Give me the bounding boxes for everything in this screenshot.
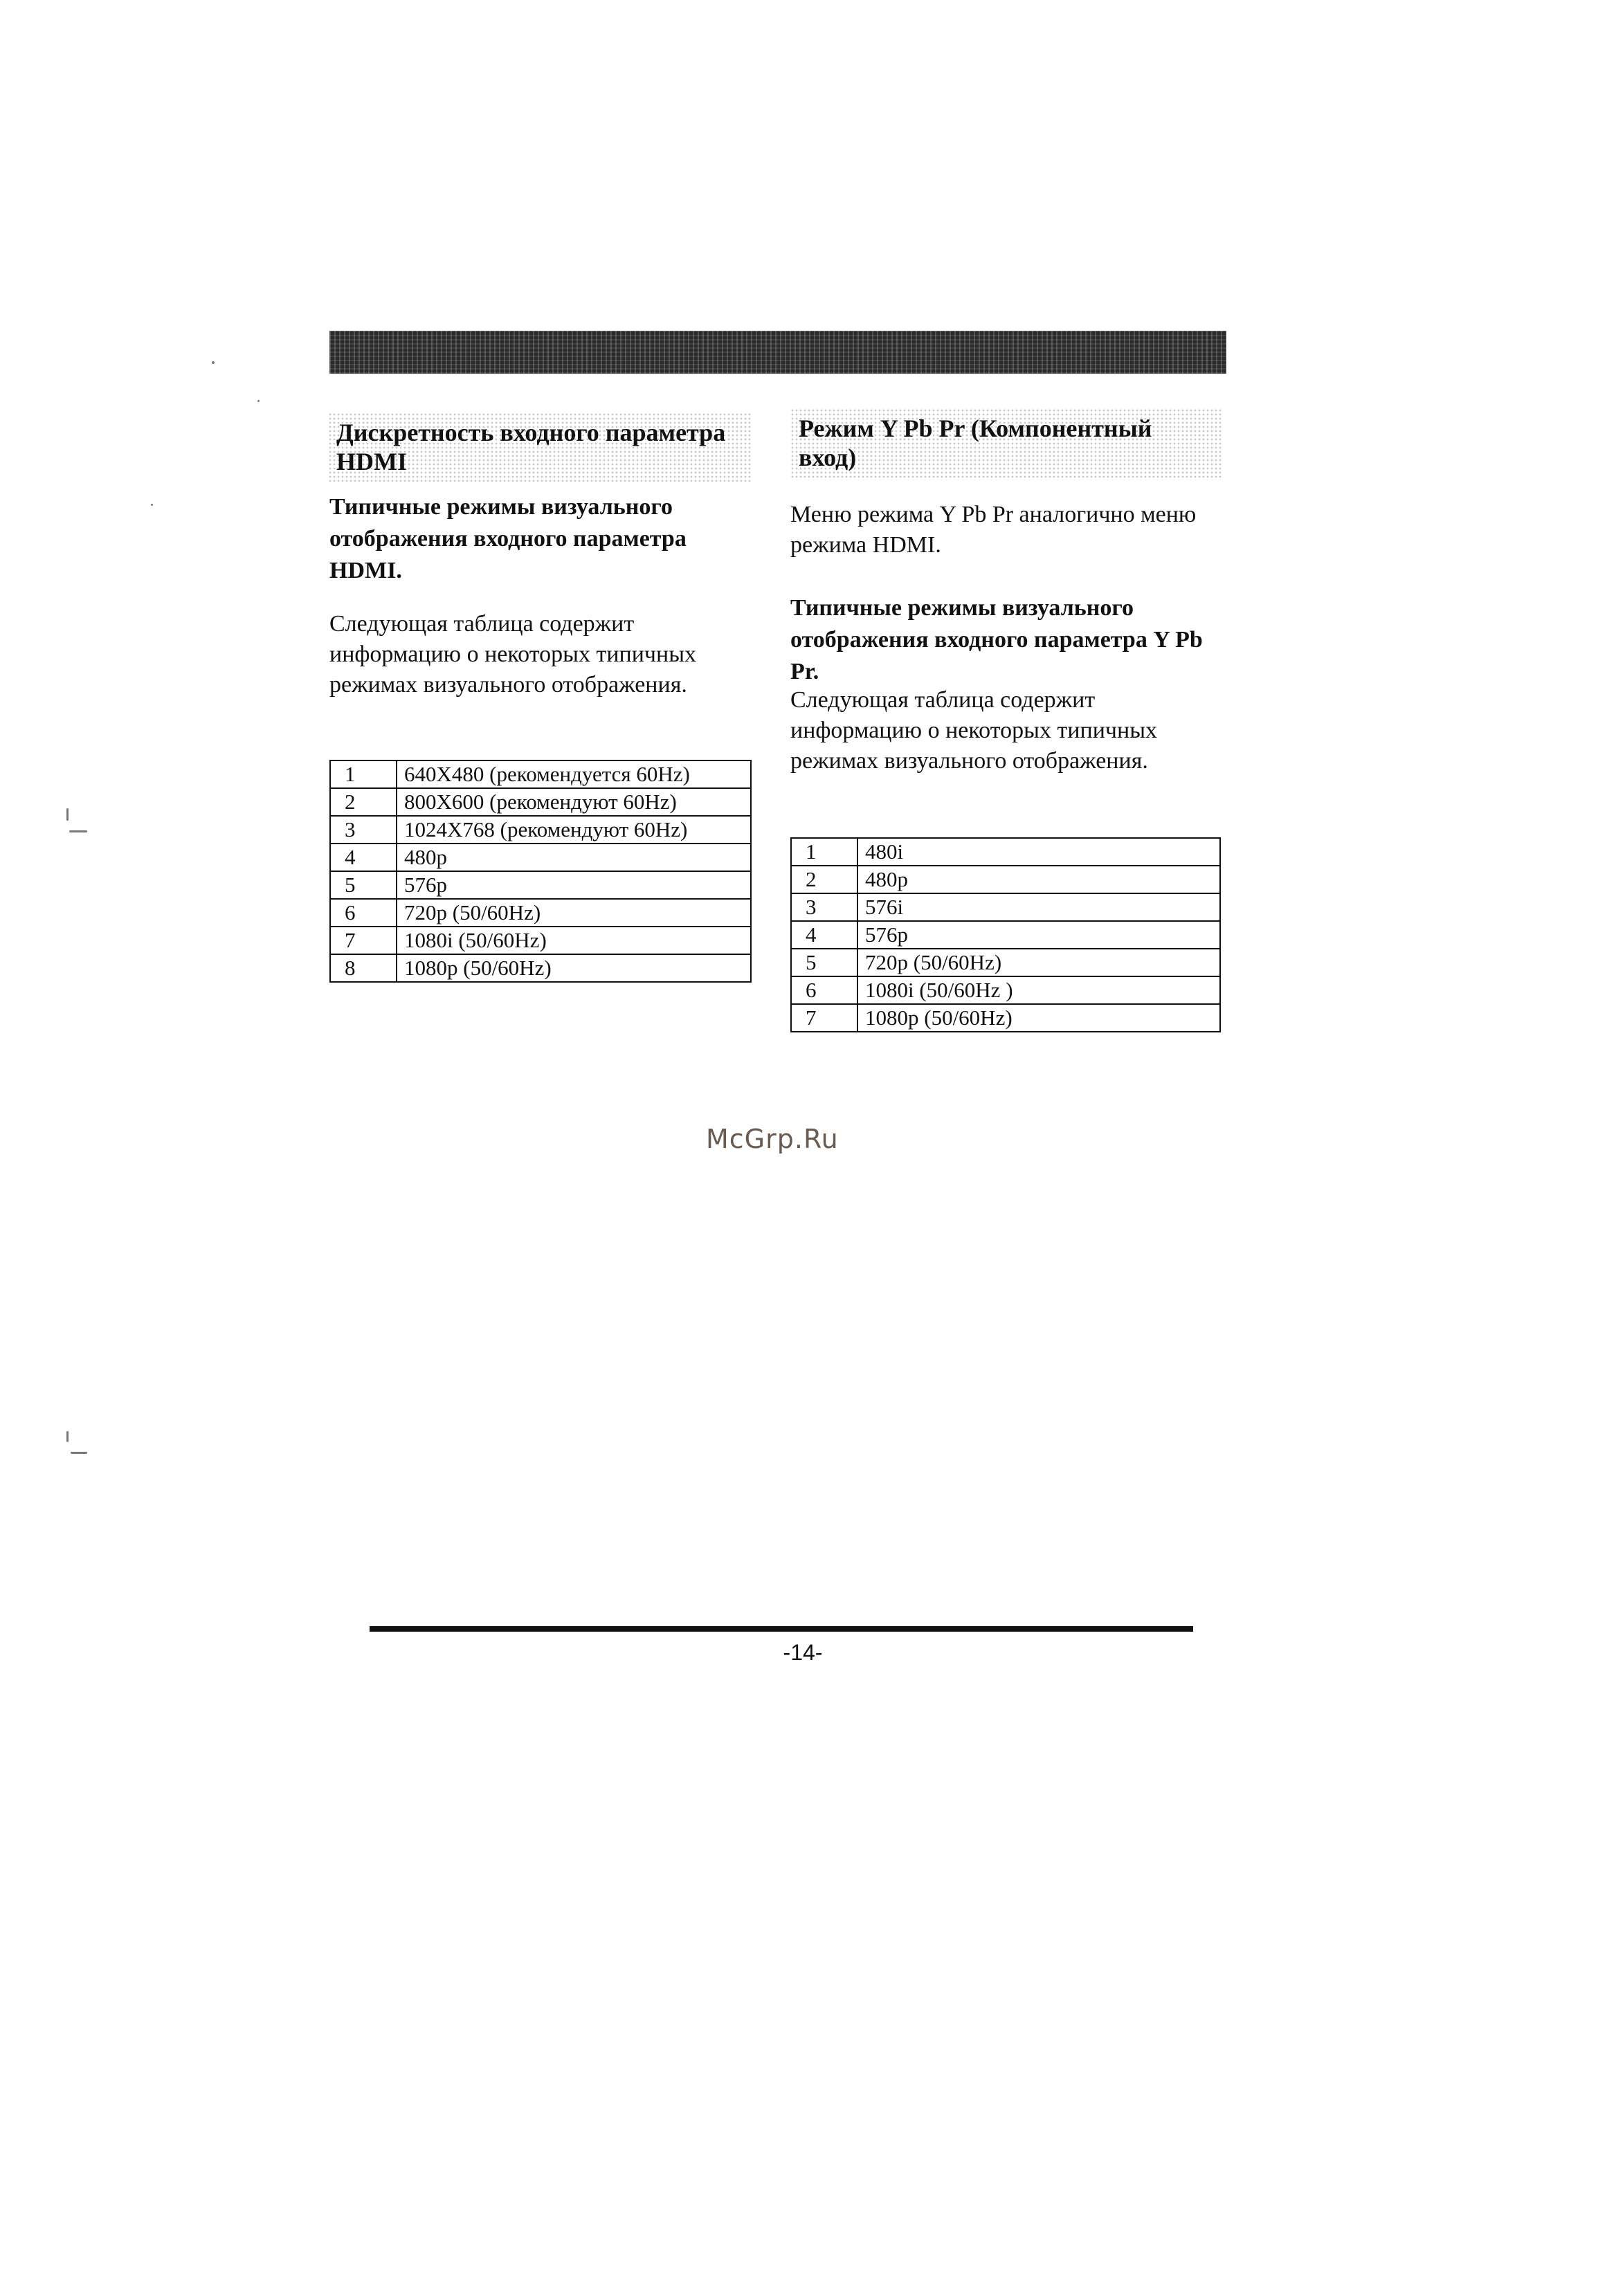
ypbpr-section-title: Режим Y Pb Pr (Компонентный вход)	[790, 408, 1222, 480]
row-mode: 1080i (50/60Hz)	[397, 927, 751, 954]
row-number: 7	[791, 1004, 857, 1032]
hdmi-intro: Следующая таблица содержит информацию о некоторых типичных режимах визуального отображения.	[329, 611, 697, 698]
scan-speck	[212, 361, 215, 364]
row-mode: 480p	[397, 844, 751, 871]
row-number: 6	[330, 899, 397, 927]
hdmi-section-title: Дискретность входного параметра HDMI	[328, 412, 752, 482]
table-row	[330, 844, 751, 871]
hdmi-modes-table	[329, 760, 752, 983]
scan-speck	[71, 1452, 87, 1454]
ypbpr-intro: Следующая таблица содержит информацию о некоторых типичных режимах визуального отображения.	[790, 687, 1158, 774]
table-row	[791, 949, 1220, 976]
row-mode: 576i	[857, 893, 1220, 921]
row-number: 6	[791, 976, 857, 1004]
row-mode: 480p	[857, 866, 1220, 893]
table-row	[791, 866, 1220, 893]
row-number: 8	[330, 954, 397, 982]
hdmi-subtitle: Типичные режимы визуального отображения входного параметра HDMI.	[329, 494, 687, 583]
table-row	[791, 976, 1220, 1004]
footer-rule	[370, 1626, 1193, 1632]
row-mode: 720p (50/60Hz)	[857, 949, 1220, 976]
row-number: 4	[791, 921, 857, 949]
ypbpr-menu-note: Меню режима Y Pb Pr аналогично меню режима HDMI.	[790, 502, 1197, 558]
table-row	[330, 788, 751, 816]
row-number: 3	[791, 893, 857, 921]
row-number: 5	[791, 949, 857, 976]
row-mode: 576p	[857, 921, 1220, 949]
table-row	[791, 893, 1220, 921]
table-row	[330, 816, 751, 844]
row-mode: 576p	[397, 871, 751, 899]
row-number: 3	[330, 816, 397, 844]
row-mode: 480i	[857, 838, 1220, 866]
row-mode: 1024X768 (рекомендуют 60Hz)	[397, 816, 751, 844]
header-band	[329, 331, 1226, 374]
row-number: 2	[791, 866, 857, 893]
row-mode: 800X600 (рекомендуют 60Hz)	[397, 788, 751, 816]
row-mode: 1080p (50/60Hz)	[397, 954, 751, 982]
table-row	[330, 899, 751, 927]
table-row	[330, 927, 751, 954]
page-number: -14-	[783, 1640, 823, 1665]
scan-speck	[66, 808, 69, 821]
table-row	[330, 871, 751, 899]
watermark-text: McGrp.Ru	[706, 1124, 839, 1154]
row-mode: 640X480 (рекомендуется 60Hz)	[397, 760, 751, 788]
row-number: 1	[330, 760, 397, 788]
scan-speck	[69, 830, 87, 832]
row-mode: 720p (50/60Hz)	[397, 899, 751, 927]
scan-speck	[257, 400, 260, 402]
table-row	[330, 760, 751, 788]
ypbpr-modes-table	[790, 837, 1221, 1032]
row-number: 7	[330, 927, 397, 954]
table-row	[330, 954, 751, 982]
scan-speck	[66, 1431, 69, 1442]
table-row	[791, 1004, 1220, 1032]
row-mode: 1080p (50/60Hz)	[857, 1004, 1220, 1032]
row-number: 1	[791, 838, 857, 866]
ypbpr-subtitle: Типичные режимы визуального отображения входного параметра Y Pb Pr.	[790, 595, 1203, 684]
row-number: 5	[330, 871, 397, 899]
row-mode: 1080i (50/60Hz )	[857, 976, 1220, 1004]
table-row	[791, 921, 1220, 949]
row-number: 4	[330, 844, 397, 871]
table-row	[791, 838, 1220, 866]
row-number: 2	[330, 788, 397, 816]
scan-speck	[151, 504, 153, 506]
